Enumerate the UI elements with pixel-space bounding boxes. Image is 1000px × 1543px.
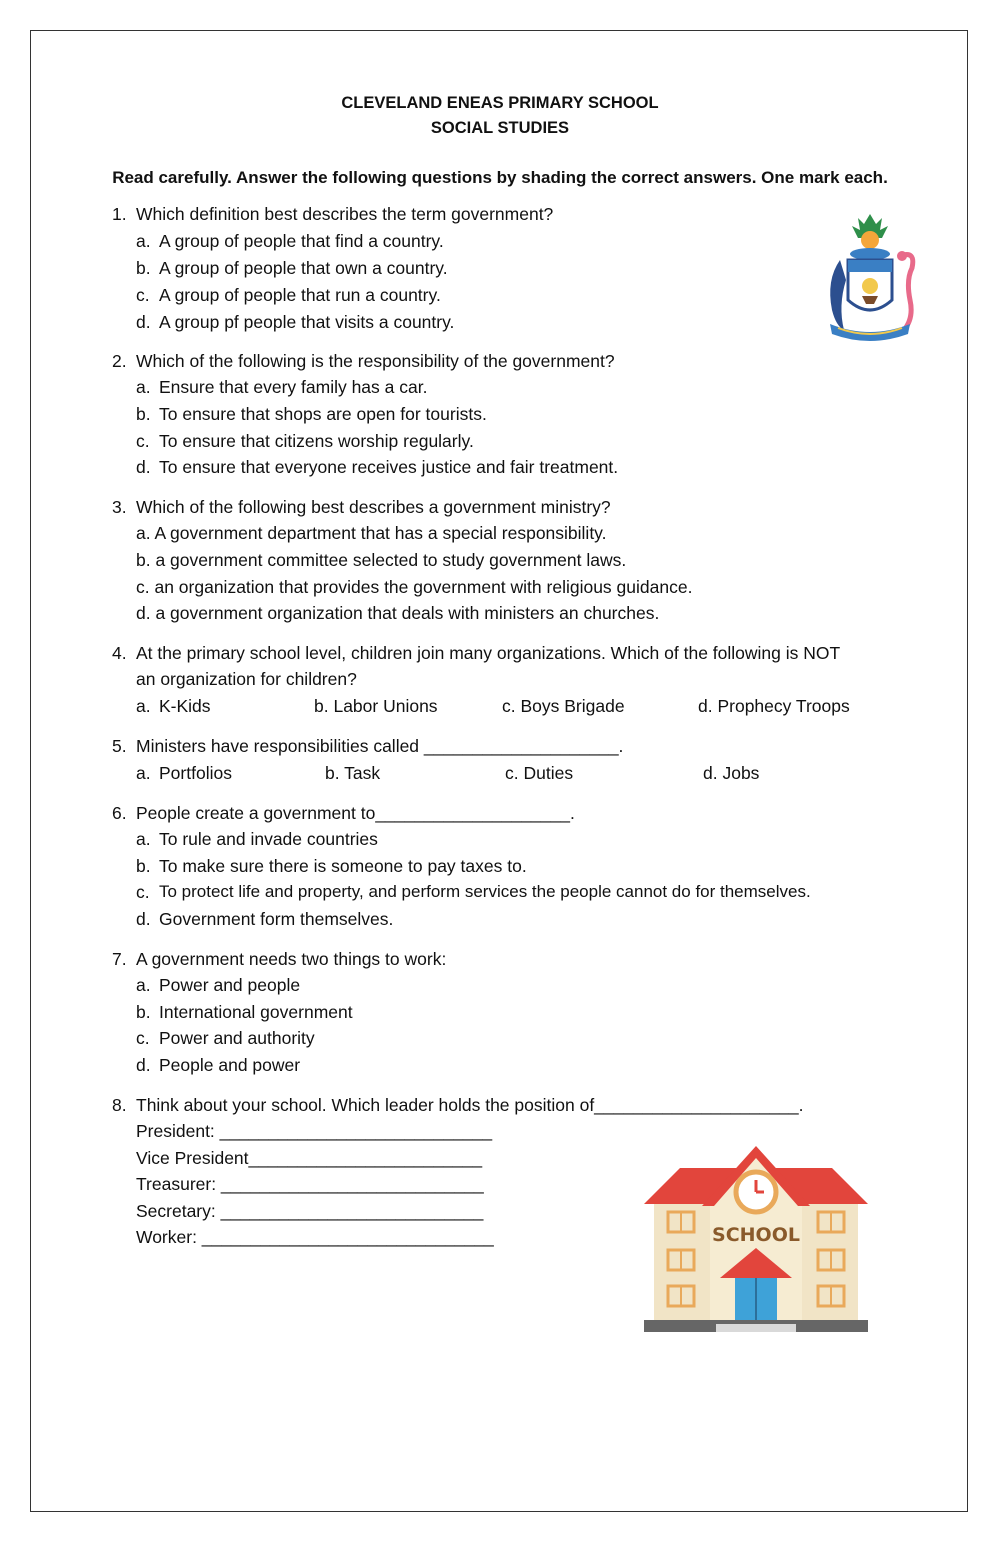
question-text: At the primary school level, children join many organizations. Which of the following is NOT <box>136 643 841 663</box>
option-text[interactable]: Power and authority <box>159 1028 315 1048</box>
option-text[interactable]: b. Labor Unions <box>314 696 438 716</box>
question-number: 4. <box>112 643 127 663</box>
option-text[interactable]: b. Task <box>325 763 381 783</box>
option-letter[interactable]: b. <box>136 856 151 876</box>
option-letter[interactable]: c. <box>136 285 150 305</box>
option-text[interactable]: To ensure that shops are open for tourists. <box>159 404 487 424</box>
option-letter[interactable]: a. <box>136 231 151 251</box>
question-number: 6. <box>112 803 127 823</box>
option-text[interactable]: Ensure that every family has a car. <box>159 377 428 397</box>
subject-title: SOCIAL STUDIES <box>430 119 570 137</box>
question-number: 3. <box>112 497 127 517</box>
instructions: Read carefully. Answer the following questions by shading the correct answers. One mark each. <box>112 168 888 187</box>
school-building-icon <box>640 1142 872 1336</box>
option-letter[interactable]: d. <box>136 909 151 929</box>
option-text[interactable]: a. A government department that has a special responsibility. <box>136 523 607 543</box>
option-text[interactable]: c. Duties <box>505 763 574 783</box>
option-letter[interactable]: b. <box>136 404 151 424</box>
option-letter[interactable]: c. <box>136 1028 150 1048</box>
question-text: Ministers have responsibilities called ____________________. <box>136 736 624 756</box>
question-number: 8. <box>112 1095 127 1115</box>
option-text[interactable]: International government <box>159 1002 353 1022</box>
answer-president[interactable]: President: ____________________________ <box>136 1121 493 1141</box>
answer-vice-president[interactable]: Vice President________________________ <box>136 1148 483 1168</box>
school-sign: SCHOOL <box>712 1224 800 1246</box>
option-letter[interactable]: b. <box>136 258 151 278</box>
option-text[interactable]: Government form themselves. <box>159 909 394 929</box>
answer-treasurer[interactable]: Treasurer: ___________________________ <box>136 1174 484 1194</box>
option-text[interactable]: c. Boys Brigade <box>502 696 625 716</box>
option-text[interactable]: d. Prophecy Troops <box>698 696 850 716</box>
option-letter[interactable]: a. <box>136 829 151 849</box>
question-number: 2. <box>112 351 127 371</box>
option-letter[interactable]: a. <box>136 763 151 783</box>
option-letter[interactable]: a. <box>136 975 151 995</box>
option-letter[interactable]: d. <box>136 312 151 332</box>
option-text[interactable]: A group of people that own a country. <box>159 258 448 278</box>
option-letter[interactable]: a. <box>136 696 151 716</box>
question-number: 5. <box>112 736 127 756</box>
question-text: Which definition best describes the term government? <box>136 204 554 224</box>
question-text-continued: an organization for children? <box>136 669 357 689</box>
option-text[interactable]: People and power <box>159 1055 301 1075</box>
option-text[interactable]: K-Kids <box>159 696 211 716</box>
question-number: 7. <box>112 949 127 969</box>
school-name: CLEVELAND ENEAS PRIMARY SCHOOL <box>341 94 659 112</box>
option-text[interactable]: To rule and invade countries <box>159 829 378 849</box>
question-text: A government needs two things to work: <box>136 949 447 969</box>
question-text: Think about your school. Which leader holds the position of_____________________. <box>136 1095 804 1115</box>
option-text[interactable]: To protect life and property, and perform services the people cannot do for themselves. <box>159 882 811 901</box>
option-text[interactable]: To ensure that everyone receives justice and fair treatment. <box>159 457 619 477</box>
answer-worker[interactable]: Worker: ______________________________ <box>136 1227 494 1247</box>
option-letter[interactable]: b. <box>136 1002 151 1022</box>
option-text[interactable]: A group of people that find a country. <box>159 231 444 251</box>
question-text: Which of the following best describes a government ministry? <box>136 497 611 517</box>
option-text[interactable]: Power and people <box>159 975 301 995</box>
question-text: Which of the following is the responsibility of the government? <box>136 351 615 371</box>
option-text[interactable]: To make sure there is someone to pay taxes to. <box>159 856 527 876</box>
option-text[interactable]: To ensure that citizens worship regularly. <box>159 431 474 451</box>
option-letter[interactable]: c. <box>136 431 150 451</box>
question-number: 1. <box>112 204 127 224</box>
question-text: People create a government to____________________. <box>136 803 575 823</box>
option-text[interactable]: A group pf people that visits a country. <box>159 312 455 332</box>
option-text[interactable]: d. a government organization that deals with ministers an churches. <box>136 603 660 623</box>
option-letter[interactable]: d. <box>136 1055 151 1075</box>
option-letter[interactable]: d. <box>136 457 151 477</box>
coat-of-arms-icon <box>818 210 922 346</box>
answer-secretary[interactable]: Secretary: ___________________________ <box>136 1201 484 1221</box>
option-letter[interactable]: a. <box>136 377 151 397</box>
option-text[interactable]: A group of people that run a country. <box>159 285 441 305</box>
option-text[interactable]: c. an organization that provides the government with religious guidance. <box>136 577 693 597</box>
option-text[interactable]: d. Jobs <box>703 763 760 783</box>
option-letter[interactable]: c. <box>136 882 150 902</box>
option-text[interactable]: Portfolios <box>159 763 232 783</box>
option-text[interactable]: b. a government committee selected to study government laws. <box>136 550 627 570</box>
